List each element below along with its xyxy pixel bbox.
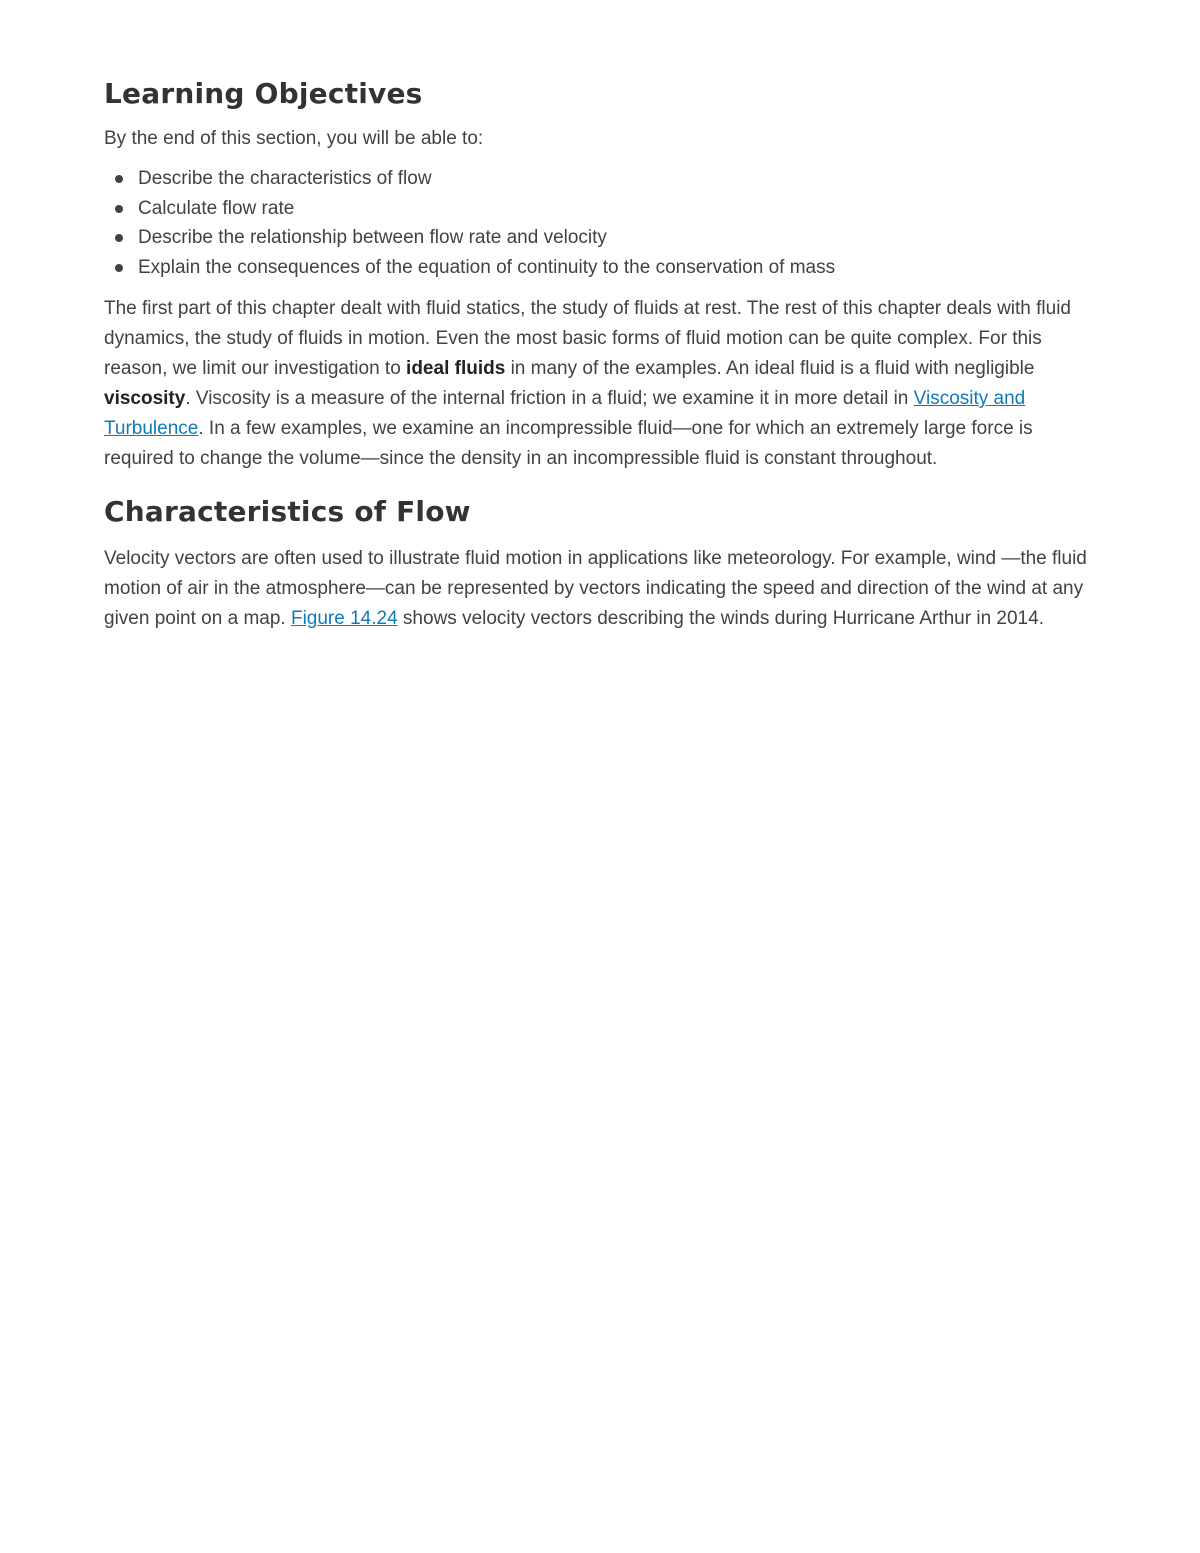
characteristics-text-2: shows velocity vectors describing the winds during Hurricane Arthur in 2014. bbox=[397, 608, 1044, 629]
characteristics-text-1: Velocity vectors are often used to illustrate fluid motion in applications like meteorology. For example, wind —the fluid motion of air in the atmosphere—can be represented by vectors indicating the speed and direction of the wind at any given point on a map. bbox=[104, 548, 1087, 629]
learning-objectives-heading: Learning Objectives bbox=[104, 77, 423, 110]
bullet-icon bbox=[115, 234, 123, 242]
characteristics-heading: Characteristics of Flow bbox=[104, 495, 471, 528]
objective-text: Describe the relationship between flow rate and velocity bbox=[138, 227, 607, 248]
objective-item bbox=[138, 253, 1100, 283]
term-ideal-fluids: ideal fluids bbox=[406, 358, 506, 379]
viscosity-turbulence-link[interactable]: Viscosity and Turbulence bbox=[104, 388, 1026, 439]
objective-text: Describe the characteristics of flow bbox=[138, 168, 432, 189]
objective-item bbox=[138, 223, 1100, 253]
bullet-icon bbox=[115, 264, 123, 272]
figure-link[interactable]: Figure 14.24 bbox=[290, 608, 398, 629]
bullet-icon bbox=[115, 205, 123, 213]
intro-text-3: . Viscosity is a measure of the internal friction in a fluid; we examine it in more detail in bbox=[185, 388, 914, 409]
characteristics-paragraph bbox=[104, 544, 1100, 634]
document-page bbox=[104, 74, 1100, 634]
intro-text-4: . In a few examples, we examine an incompressible fluid—one for which an extremely large force is required to change the volume—since the density in an incompressible fluid is constant throughout. bbox=[104, 418, 1033, 469]
objectives-intro: By the end of this section, you will be able to: bbox=[104, 128, 484, 149]
intro-paragraph bbox=[104, 294, 1100, 474]
intro-text-1: The first part of this chapter dealt with fluid statics, the study of fluids at rest. The rest of this chapter deals with fluid dynamics, the study of fluids in motion. Even the most basic forms of fluid motion can be quite complex. For this reason, we limit our investigation to bbox=[104, 298, 1071, 379]
objective-text: Calculate flow rate bbox=[138, 197, 295, 219]
objectives-list bbox=[104, 164, 1100, 282]
intro-text-2: in many of the examples. An ideal fluid is a fluid with negligible bbox=[505, 358, 1035, 379]
objective-item bbox=[138, 164, 1100, 194]
objective-item bbox=[138, 194, 1100, 224]
term-viscosity: viscosity bbox=[104, 388, 186, 409]
objective-text: Explain the consequences of the equation of continuity to the conservation of mass bbox=[138, 256, 836, 278]
bullet-icon bbox=[115, 175, 123, 183]
